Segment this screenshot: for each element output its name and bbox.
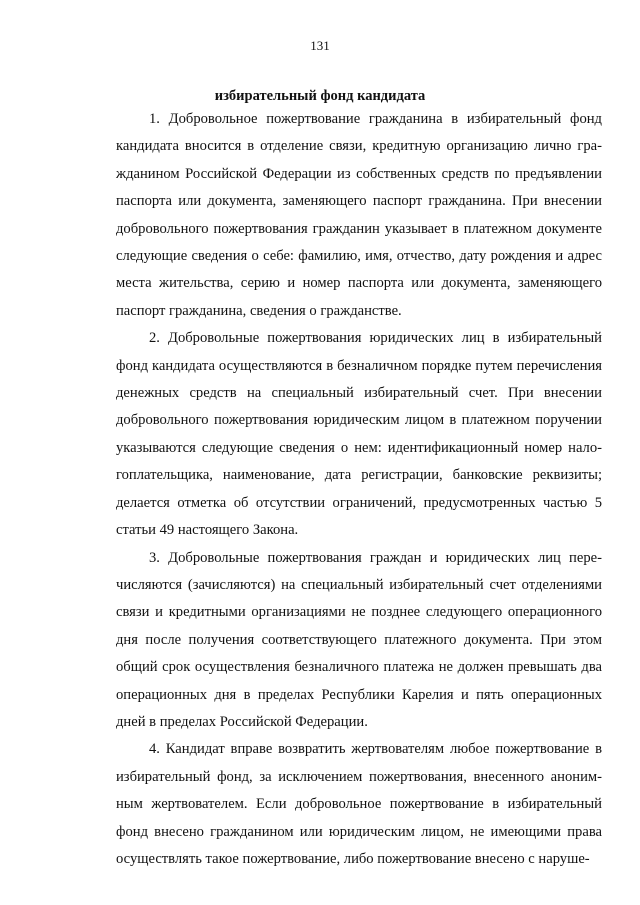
page-number: 131 [310, 38, 330, 53]
paragraph-4: 4. Кандидат вправе возвратить жертвователям любое пожертвование в избирательный фонд, за исключением пожертвования, внесенного анонимным жертвователем. Если добровольное пожертвование в избирательный фонд внесено гражданином или юридическим лицом, не имеющими права осуществлять такое пожертвование, либо пожертвование внесено с наруше- [116, 741, 602, 867]
paragraph-2: 2. Добровольные пожертвования юридических лиц в избирательный фонд кандидата осуществляются в безналичном порядке путем перечисления денежных средств на специальный избирательный счет. При внесении добровольного пожертвования юридическим лицом в платежном поручении указываются следующие сведения о нем: идентификационный номер налогоплательщика, наименование, дата регистрации, банковские реквизиты; делается отметка об отсутствии ограничений, предусмотренных частью 5 статьи 49 настоящего Закона. [116, 330, 602, 539]
section-heading: избирательный фонд кандидата [214, 88, 426, 104]
paragraph-1: 1. Добровольное пожертвование гражданина в избирательный фонд кандидата вносится в отделение связи, кредитную организацию лично гражданином Российской Федерации из собственных средств по предъявлении паспорта или документа, заменяющего паспорт гражданина. При внесении добровольного пожертвования гражданин указывает в платежном документе следующие сведения о себе: фамилию, имя, отчество, дату рождения и адрес места жительства, серию и номер паспорта или документа, заменяющего паспорт гражданина, сведения о гражданстве. [116, 111, 602, 319]
body-text [116, 106, 602, 873]
paragraph-3: 3. Добровольные пожертвования граждан и юридических лиц перечисляются (зачисляются) на специальный избирательный счет отделениями связи и кредитными организациями не позднее следующего операционного дня после получения соответствующего платежного документа. При этом общий срок осуществления безналичного платежа не должен превышать два операционных дня в пределах Республики Карелия и пять операционных дней в пределах Российской Федерации. [116, 549, 602, 730]
